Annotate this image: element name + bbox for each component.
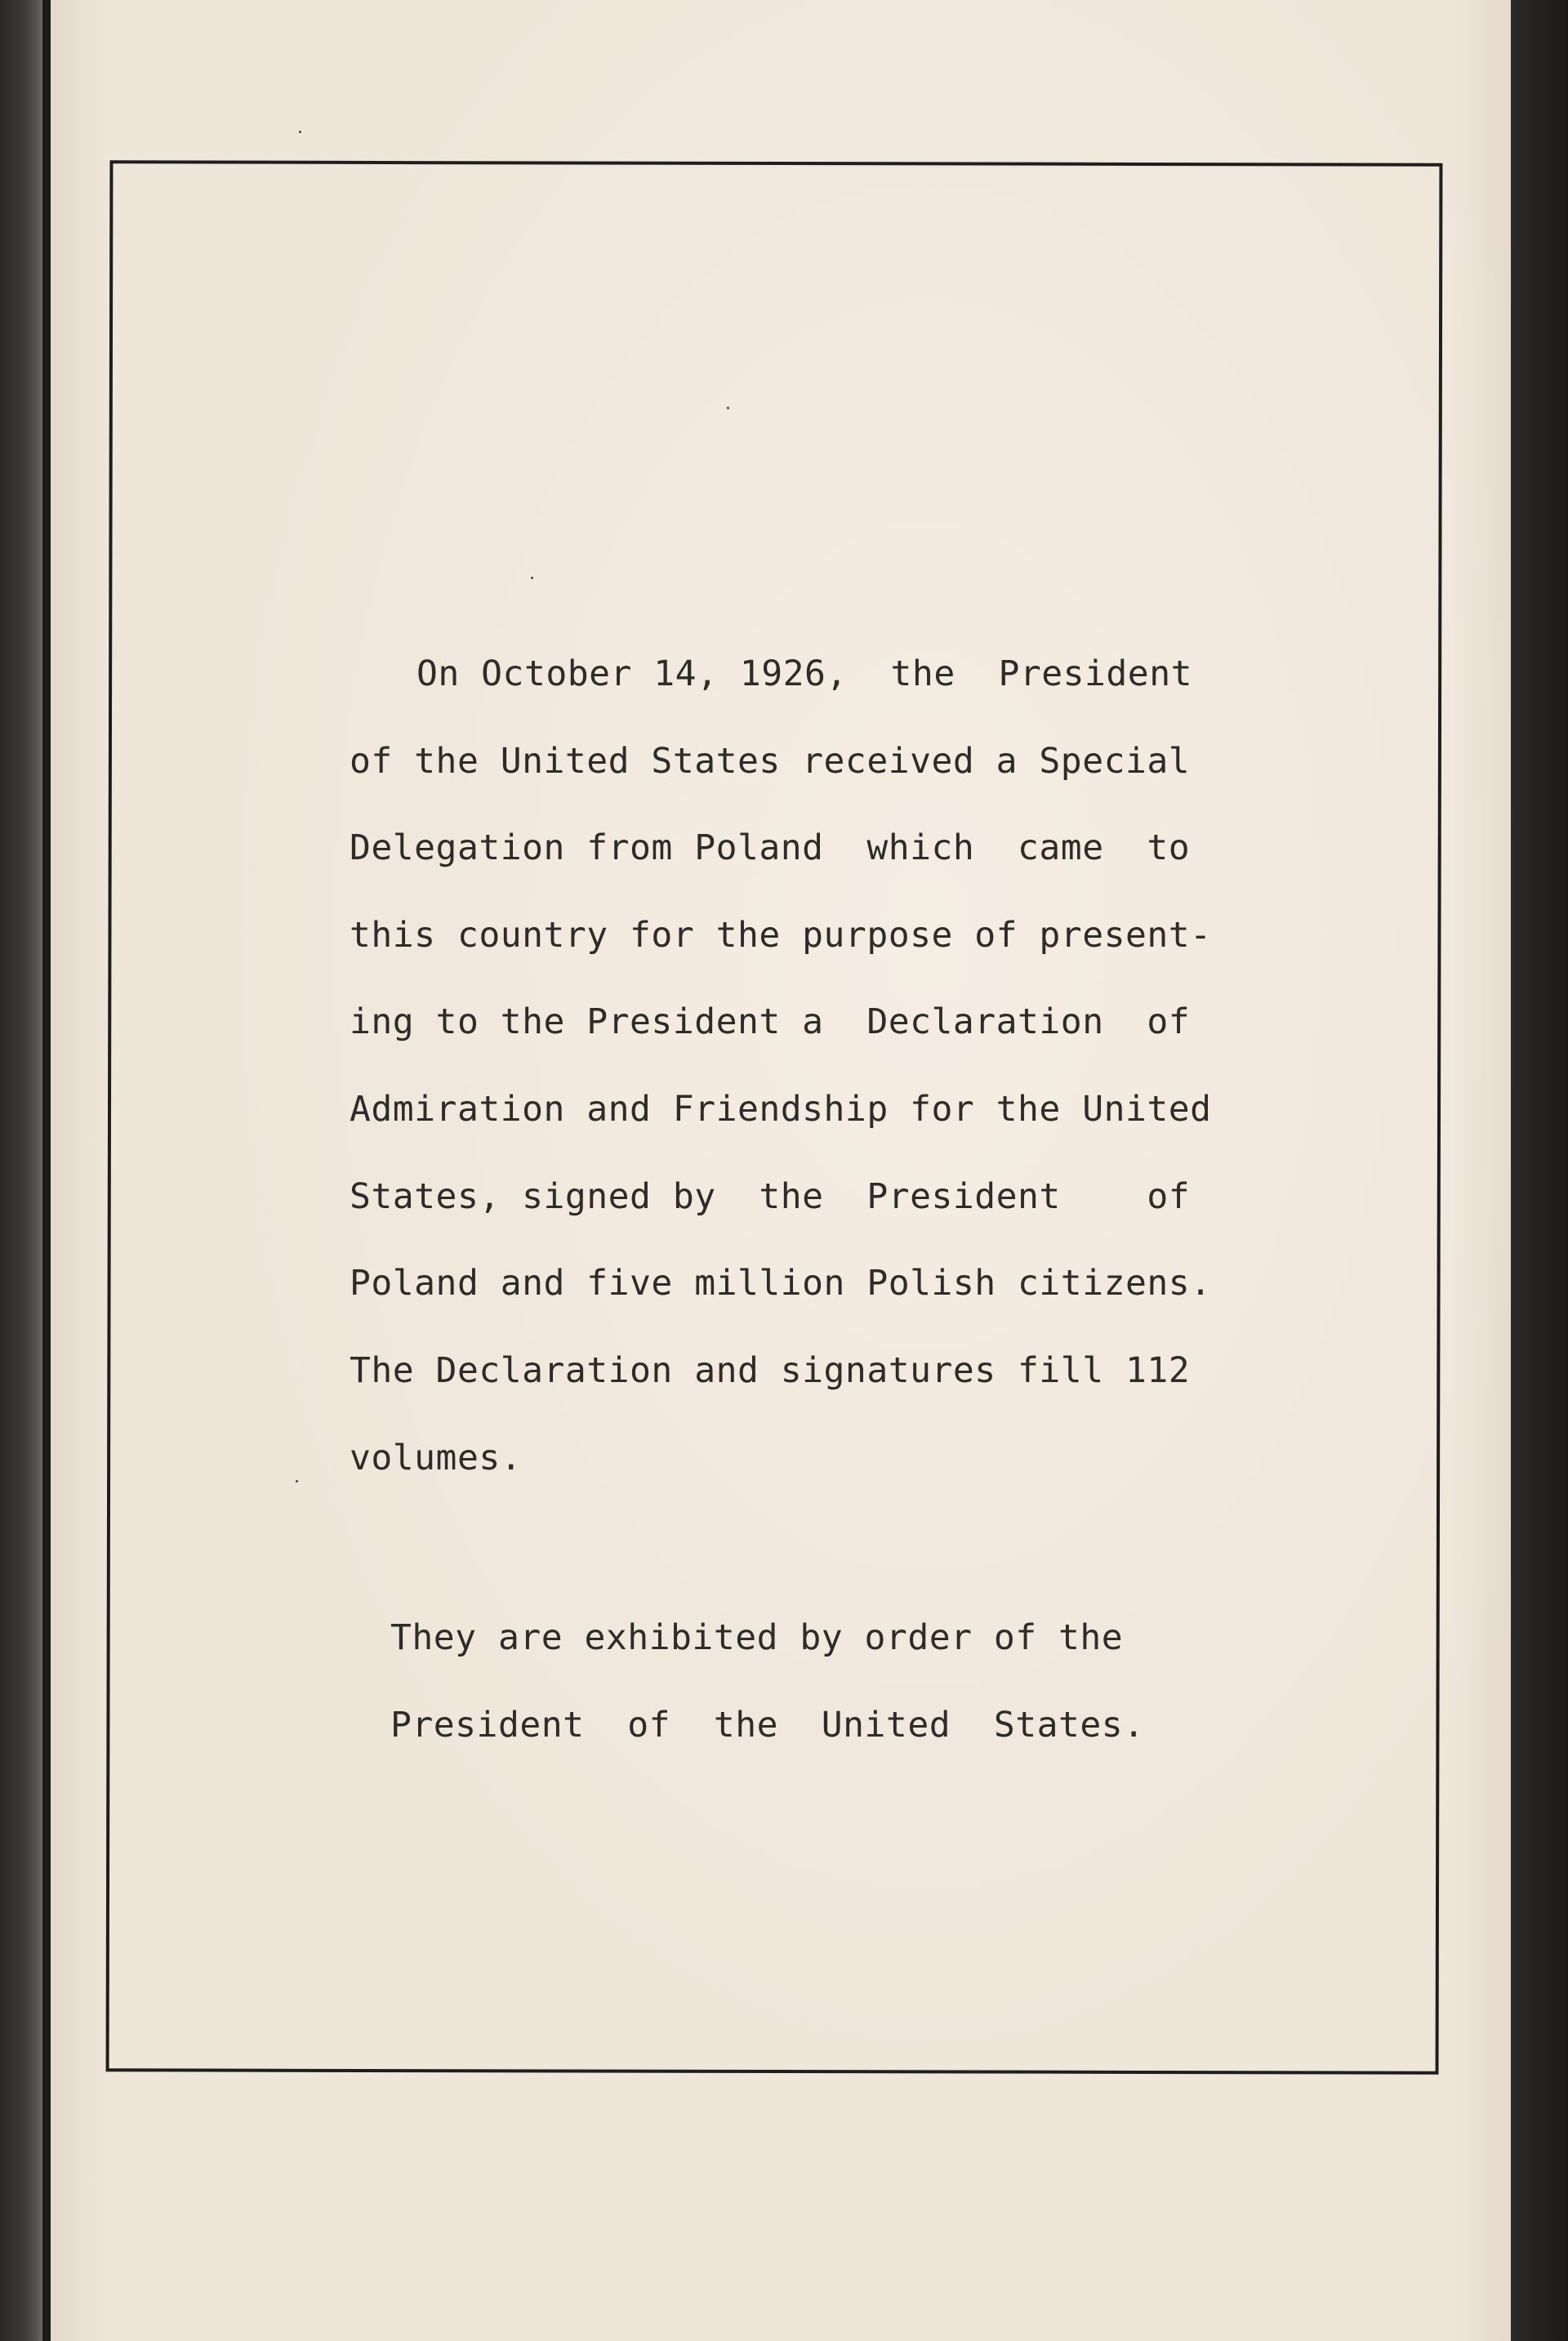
declaration-line-1: On October 14, 1926, the President bbox=[416, 653, 1192, 694]
declaration-line-6: Admiration and Friendship for the United bbox=[350, 1089, 1212, 1130]
declaration-line-5: ing to the President a Declaration of bbox=[350, 1001, 1191, 1042]
ink-speck bbox=[531, 577, 533, 579]
ink-speck bbox=[296, 1480, 298, 1483]
declaration-line-2: of the United States received a Special bbox=[350, 741, 1191, 782]
exhibition-line-2: President of the United States. bbox=[390, 1705, 1145, 1746]
declaration-line-4: this country for the purpose of present- bbox=[350, 915, 1212, 956]
book-right-edge bbox=[1511, 0, 1568, 2341]
exhibition-line-1: They are exhibited by order of the bbox=[390, 1617, 1124, 1658]
ink-speck bbox=[727, 407, 729, 409]
ink-speck bbox=[299, 131, 301, 133]
book-spine-edge bbox=[0, 0, 42, 2341]
declaration-line-7: States, signed by the President of bbox=[350, 1176, 1191, 1217]
declaration-line-10: volumes. bbox=[350, 1438, 523, 1478]
declaration-line-9: The Declaration and signatures fill 112 bbox=[350, 1350, 1191, 1391]
declaration-line-3: Delegation from Poland which came to bbox=[350, 827, 1191, 868]
declaration-line-8: Poland and five million Polish citizens. bbox=[350, 1263, 1212, 1304]
